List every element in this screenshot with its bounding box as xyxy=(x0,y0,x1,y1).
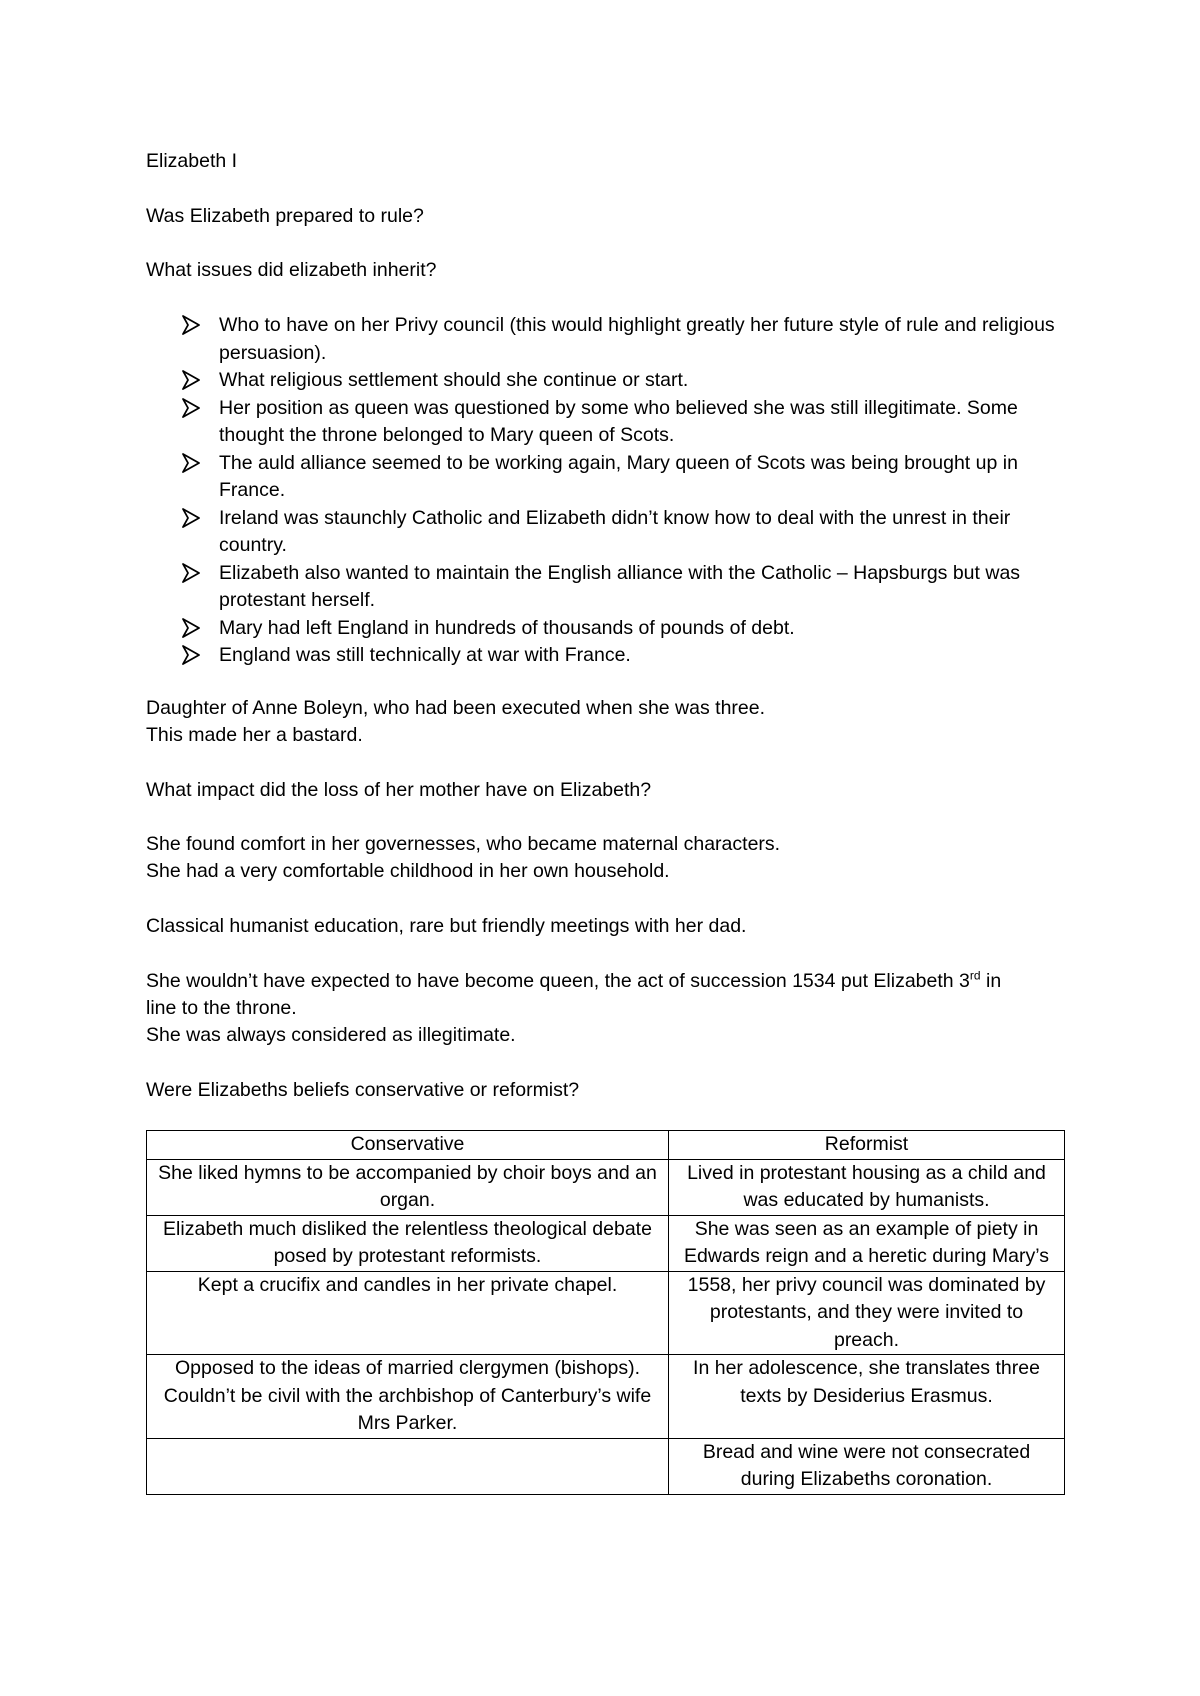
table-cell: In her adolescence, she translates three texts by Desiderius Erasmus. xyxy=(669,1355,1065,1439)
beliefs-table xyxy=(146,1130,1065,1495)
paragraph-line: Daughter of Anne Boleyn, who had been executed when she was three. xyxy=(146,697,766,719)
paragraph-line: line to the throne. xyxy=(146,997,297,1019)
document-title: Elizabeth I xyxy=(146,150,238,172)
list-item: Who to have on her Privy council (this would highlight greatly her future style of rule and religious persuasion). xyxy=(146,312,1064,367)
arrow-bullet-icon xyxy=(182,507,200,529)
table-cell xyxy=(147,1438,669,1494)
list-item: Ireland was staunchly Catholic and Elizabeth didn’t know how to deal with the unrest in their country. xyxy=(146,505,1064,560)
table-row xyxy=(147,1271,1065,1355)
question-issues-inherited: What issues did elizabeth inherit? xyxy=(146,259,437,281)
superscript: rd xyxy=(969,968,981,983)
table-header-row xyxy=(147,1131,1065,1160)
paragraph-line: Classical humanist education, rare but friendly meetings with her dad. xyxy=(146,915,747,937)
list-item: Her position as queen was questioned by some who believed she was still illegitimate. Some thought the throne belonged to Mary queen of Scots. xyxy=(146,395,1064,450)
list-item: What religious settlement should she continue or start. xyxy=(146,367,1064,395)
paragraph-line: She wouldn’t have expected to have become queen, the act of succession 1534 put Elizabeth 3rd in xyxy=(146,968,1002,992)
arrow-bullet-icon xyxy=(182,397,200,419)
column-header-reformist: Reformist xyxy=(669,1131,1065,1160)
list-item: Elizabeth also wanted to maintain the English alliance with the Catholic – Hapsburgs but was protestant herself. xyxy=(146,560,1064,615)
table-row xyxy=(147,1355,1065,1439)
table-cell: 1558, her privy council was dominated by protestants, and they were invited to preach. xyxy=(669,1271,1065,1355)
table-row xyxy=(147,1438,1065,1494)
arrow-bullet-icon xyxy=(182,562,200,584)
arrow-bullet-icon xyxy=(182,369,200,391)
table-cell: Opposed to the ideas of married clergymen (bishops). Couldn’t be civil with the archbishop of Canterbury’s wife Mrs Parker. xyxy=(147,1355,669,1439)
question-beliefs: Were Elizabeths beliefs conservative or reformist? xyxy=(146,1079,580,1101)
arrow-bullet-icon xyxy=(182,452,200,474)
table-cell: She liked hymns to be accompanied by choir boys and an organ. xyxy=(147,1159,669,1215)
table-row xyxy=(147,1215,1065,1271)
table-cell: Kept a crucifix and candles in her private chapel. xyxy=(147,1271,669,1355)
paragraph-line: This made her a bastard. xyxy=(146,724,363,746)
list-item: England was still technically at war with France. xyxy=(146,642,1064,670)
paragraph-line: She had a very comfortable childhood in her own household. xyxy=(146,860,670,882)
issues-list xyxy=(146,312,1064,670)
table-cell: She was seen as an example of piety in Edwards reign and a heretic during Mary’s xyxy=(669,1215,1065,1271)
table-cell: Elizabeth much disliked the relentless theological debate posed by protestant reformists. xyxy=(147,1215,669,1271)
question-prepared-to-rule: Was Elizabeth prepared to rule? xyxy=(146,205,424,227)
list-item: The auld alliance seemed to be working again, Mary queen of Scots was being brought up in France. xyxy=(146,450,1064,505)
arrow-bullet-icon xyxy=(182,314,200,336)
arrow-bullet-icon xyxy=(182,644,200,666)
arrow-bullet-icon xyxy=(182,617,200,639)
paragraph-line: She was always considered as illegitimate. xyxy=(146,1024,516,1046)
question-loss-of-mother: What impact did the loss of her mother have on Elizabeth? xyxy=(146,779,652,801)
column-header-conservative: Conservative xyxy=(147,1131,669,1160)
table-cell: Bread and wine were not consecrated during Elizabeths coronation. xyxy=(669,1438,1065,1494)
table-row xyxy=(147,1159,1065,1215)
paragraph-line: She found comfort in her governesses, who became maternal characters. xyxy=(146,833,781,855)
list-item: Mary had left England in hundreds of thousands of pounds of debt. xyxy=(146,615,1064,643)
table-cell: Lived in protestant housing as a child and was educated by humanists. xyxy=(669,1159,1065,1215)
